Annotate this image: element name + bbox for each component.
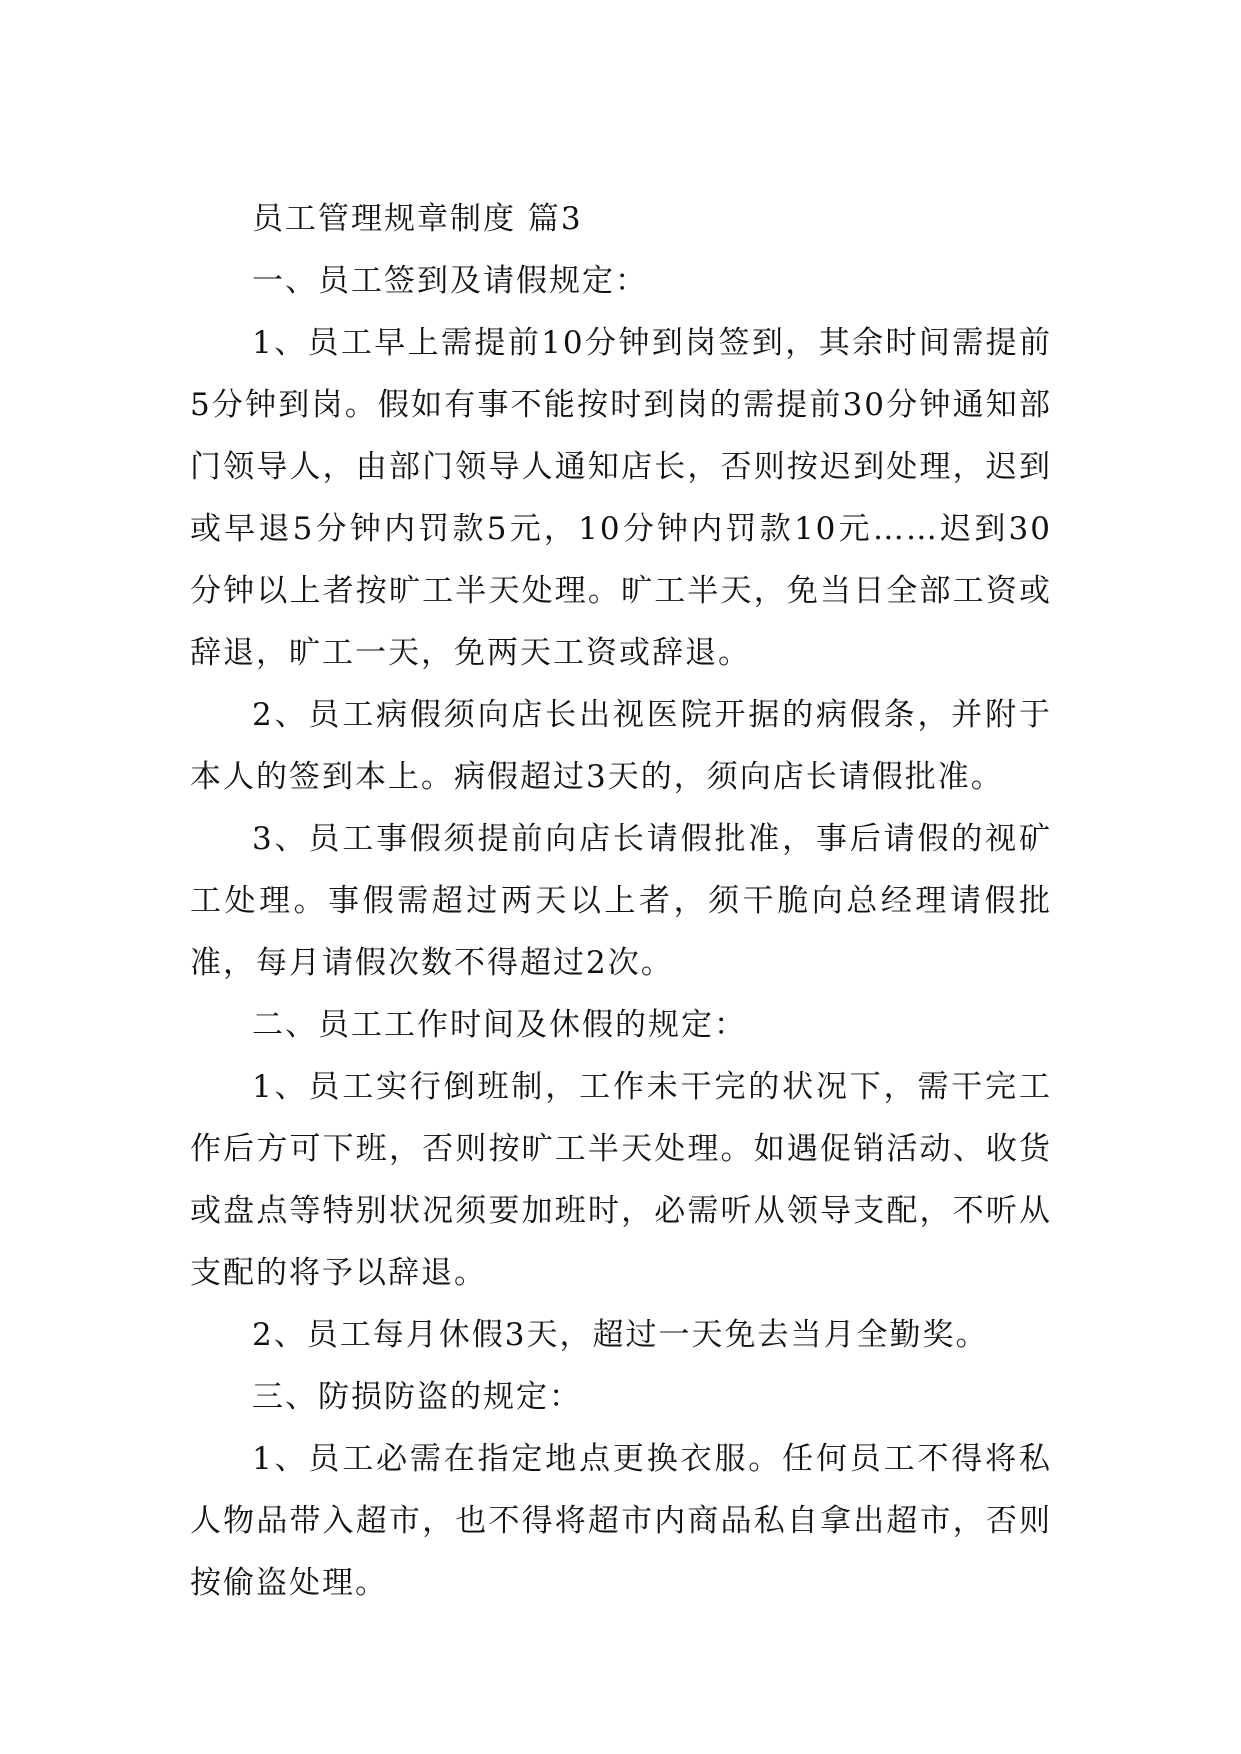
paragraph-3-1: 1、员工必需在指定地点更换衣服。任何员工不得将私人物品带入超市，也不得将超市内商品私自拿出超市，否则按偷盗处理。 — [190, 1441, 1052, 1601]
section-heading-1: 一、员工签到及请假规定： — [252, 263, 648, 299]
paragraph-2-2: 2、员工每月休假3天，超过一天免去当月全勤奖。 — [252, 1317, 989, 1353]
section-heading-2: 二、员工工作时间及休假的规定： — [252, 1007, 747, 1043]
paragraph-1-2: 2、员工病假须向店长出视医院开据的病假条，并附于本人的签到本上。病假超过3天的，须向店长请假批准。 — [190, 697, 1052, 795]
section-heading-3: 三、防损防盗的规定： — [252, 1379, 582, 1415]
document-title: 员工管理规章制度 篇3 — [252, 201, 583, 237]
paragraph-1-1: 1、员工早上需提前10分钟到岗签到，其余时间需提前5分钟到岗。假如有事不能按时到岗的需提前30分钟通知部门领导人，由部门领导人通知店长，否则按迟到处理，迟到或早退5分钟内罚款5元，10分钟内罚款10元……迟到30分钟以上者按旷工半天处理。旷工半天，免当日全部工资或辞退，旷工一天，免两天工资或辞退。 — [190, 325, 1052, 671]
paragraph-1-3: 3、员工事假须提前向店长请假批准，事后请假的视矿工处理。事假需超过两天以上者，须干脆向总经理请假批准，每月请假次数不得超过2次。 — [190, 821, 1052, 981]
paragraph-2-1: 1、员工实行倒班制，工作未干完的状况下，需干完工作后方可下班，否则按旷工半天处理。如遇促销活动、收货或盘点等特别状况须要加班时，必需听从领导支配，不听从支配的将予以辞退。 — [190, 1069, 1052, 1291]
document-page — [190, 188, 1052, 1614]
